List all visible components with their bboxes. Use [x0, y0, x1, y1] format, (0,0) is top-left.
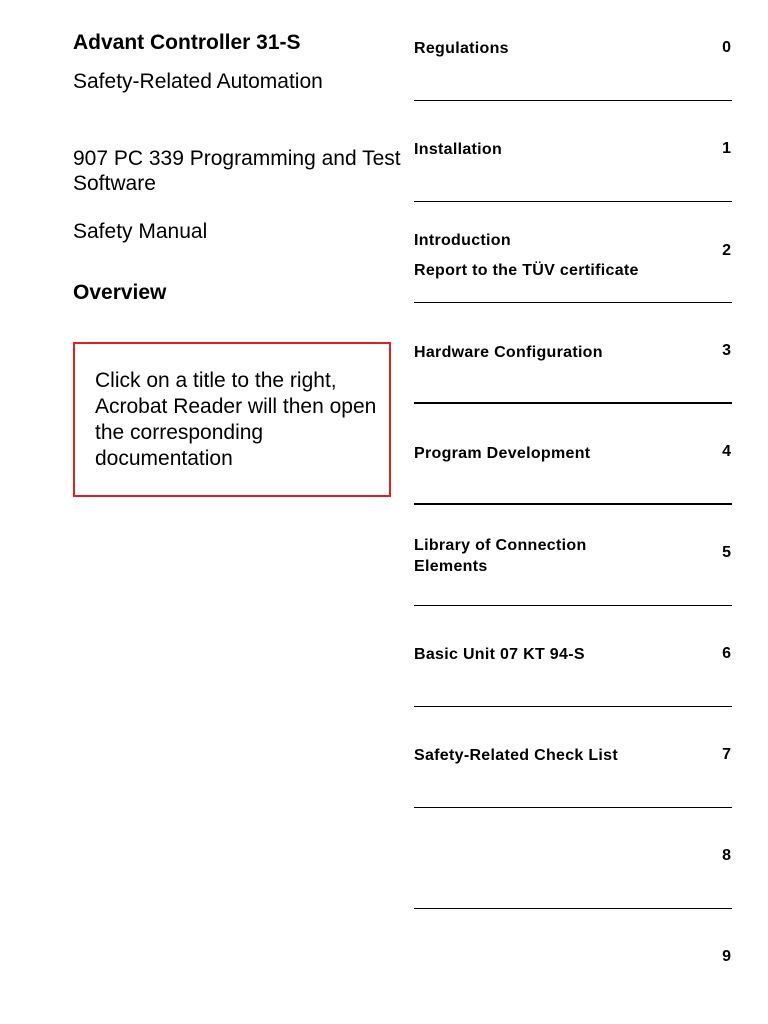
subtitle: Safety-Related Automation [73, 70, 323, 93]
toc-label: Installation [414, 141, 503, 158]
product-title: Advant Controller 31-S [73, 31, 301, 54]
toc-item-safety-related-check-list[interactable] [414, 707, 732, 808]
toc-number: 3 [722, 342, 731, 359]
toc-number: 7 [722, 746, 731, 763]
software-title: 907 PC 339 Programming and Test Software [73, 147, 401, 195]
toc-number: 9 [722, 948, 731, 965]
toc-item-regulations[interactable] [414, 0, 732, 101]
toc-label: Program Development [414, 445, 591, 462]
toc-number: 0 [722, 39, 731, 56]
toc-item-hardware-configuration[interactable] [414, 303, 732, 404]
toc-label-secondary: Report to the TÜV certificate [414, 262, 639, 279]
toc-label: Introduction [414, 232, 511, 249]
toc-item-library-of-connection-elements[interactable] [414, 505, 732, 606]
toc-item-installation[interactable] [414, 101, 732, 202]
toc-item-basic-unit[interactable] [414, 606, 732, 707]
toc-number: 4 [722, 443, 731, 460]
toc-item-program-development[interactable] [414, 404, 732, 505]
toc-label: Regulations [414, 40, 509, 57]
toc-item-9[interactable] [414, 909, 732, 1010]
toc-label: Safety-Related Check List [414, 747, 619, 764]
hint-text: Click on a title to the right, Acrobat Reader will then open the corresponding documentation [95, 369, 377, 470]
toc-label: Hardware Configuration [414, 344, 603, 361]
toc-item-8[interactable] [414, 808, 732, 909]
toc-label: Basic Unit 07 KT 94-S [414, 646, 585, 663]
toc-number: 6 [722, 645, 731, 662]
toc-number: 5 [722, 544, 731, 561]
toc-number: 8 [722, 847, 731, 864]
toc-number: 1 [722, 140, 731, 157]
hint-box [73, 342, 391, 497]
toc-number: 2 [722, 242, 731, 259]
toc-label: Library of Connection Elements [414, 537, 587, 575]
overview-title: Overview [73, 281, 167, 304]
manual-title: Safety Manual [73, 220, 208, 243]
toc-item-introduction[interactable] [414, 202, 732, 303]
